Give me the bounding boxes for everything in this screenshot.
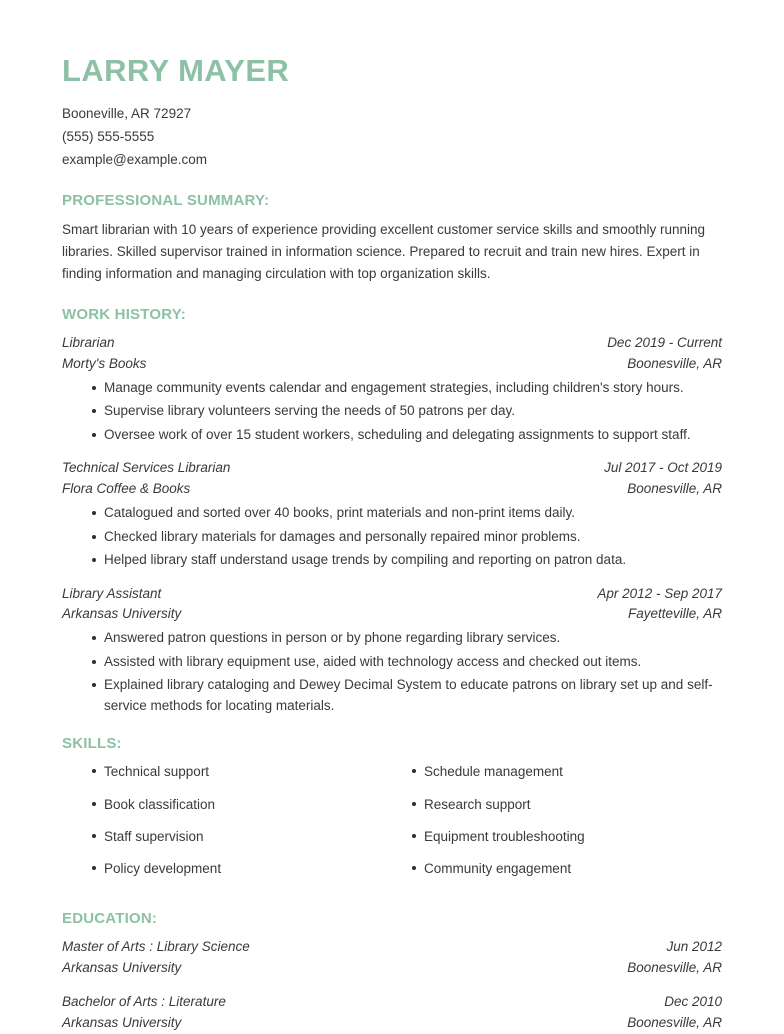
work-history-entry (62, 584, 722, 717)
job-title-row (62, 458, 722, 479)
education-degree: Master of Arts : Library Science (62, 939, 250, 955)
education-entry (62, 937, 722, 979)
skills-column-two (392, 762, 722, 891)
contact-address: Booneville, AR 72927 (62, 105, 192, 121)
professional-summary-text: Smart librarian with 10 years of experience providing excellent customer service skills and smoothly running libraries. Skilled supervisor trained in information science. Prepared to recruit and train new hires. Expert in finding information and managing circulation with top organization skills. (62, 222, 706, 281)
work-history-entry (62, 458, 722, 570)
education-date: Dec 2010 (664, 994, 722, 1010)
job-bullet: Checked library materials for damages and personally repaired minor problems. (62, 527, 722, 548)
job-bullet: Answered patron questions in person or by phone regarding library services. (62, 628, 722, 649)
skill-item: Book classification (62, 795, 392, 815)
job-bullet: Explained library cataloging and Dewey Decimal System to educate patrons on library set up and self-service methods for locating materials. (62, 675, 722, 716)
job-title-row (62, 333, 722, 354)
job-bullet: Assisted with library equipment use, aided with technology access and checked out items. (62, 652, 722, 673)
job-bullet: Catalogued and sorted over 40 books, print materials and non-print items daily. (62, 503, 722, 524)
job-location: Boonesville, AR (627, 481, 722, 497)
job-company: Arkansas University (62, 606, 182, 622)
job-location: Boonesville, AR (627, 355, 722, 371)
skill-item: Technical support (62, 762, 392, 782)
skills-list (392, 762, 722, 879)
education-degree-row (62, 937, 722, 958)
section-education (62, 910, 722, 1034)
job-location: Fayetteville, AR (627, 606, 722, 622)
education-school-row (62, 958, 722, 979)
job-company-row (62, 354, 722, 375)
job-responsibilities (62, 378, 722, 446)
education-school-row (62, 1013, 722, 1034)
contact-phone: (555) 555-5555 (62, 128, 155, 144)
job-dates: Apr 2012 - Sep 2017 (597, 585, 722, 601)
job-company-row (62, 604, 722, 625)
job-bullet: Oversee work of over 15 student workers, scheduling and delegating assignments to support staff. (62, 425, 722, 446)
contact-email: example@example.com (62, 151, 208, 167)
job-title: Librarian (62, 334, 115, 350)
education-date: Jun 2012 (666, 939, 722, 955)
job-title: Library Assistant (62, 585, 162, 601)
job-dates: Dec 2019 - Current (607, 334, 722, 350)
section-work-history (62, 306, 722, 717)
job-dates: Jul 2017 - Oct 2019 (604, 460, 722, 476)
job-company: Morty's Books (62, 355, 147, 371)
job-responsibilities (62, 503, 722, 571)
education-school: Arkansas University (62, 1015, 182, 1031)
job-bullet: Manage community events calendar and engagement strategies, including children's story hours. (62, 378, 722, 399)
contact-info (62, 102, 722, 172)
education-degree: Bachelor of Arts : Literature (62, 994, 226, 1010)
section-skills (62, 735, 722, 891)
job-title: Technical Services Librarian (62, 460, 231, 476)
skill-item: Community engagement (392, 859, 722, 879)
heading-work-history: WORK HISTORY: (62, 305, 186, 323)
skill-item: Schedule management (392, 762, 722, 782)
candidate-name: LARRY MAYER (62, 53, 290, 88)
resume-header (62, 55, 722, 171)
skill-item: Research support (392, 795, 722, 815)
job-company: Flora Coffee & Books (62, 481, 191, 497)
skill-item: Policy development (62, 859, 392, 879)
job-company-row (62, 479, 722, 500)
skills-column-one (62, 762, 392, 891)
education-entry (62, 992, 722, 1034)
job-responsibilities (62, 628, 722, 716)
skills-columns (62, 762, 722, 891)
education-location: Boonesville, AR (627, 960, 722, 976)
work-history-entry (62, 333, 722, 445)
section-professional-summary (62, 192, 722, 285)
skill-item: Equipment troubleshooting (392, 827, 722, 847)
education-degree-row (62, 992, 722, 1013)
job-title-row (62, 584, 722, 605)
heading-professional-summary: PROFESSIONAL SUMMARY: (62, 192, 270, 210)
job-bullet: Helped library staff understand usage trends by compiling and reporting on patron data. (62, 550, 722, 571)
heading-education: EDUCATION: (62, 910, 158, 928)
job-bullet: Supervise library volunteers serving the needs of 50 patrons per day. (62, 401, 722, 422)
education-location: Boonesville, AR (627, 1015, 722, 1031)
skills-list (62, 762, 392, 879)
heading-skills: SKILLS: (62, 735, 122, 753)
education-school: Arkansas University (62, 960, 182, 976)
skill-item: Staff supervision (62, 827, 392, 847)
